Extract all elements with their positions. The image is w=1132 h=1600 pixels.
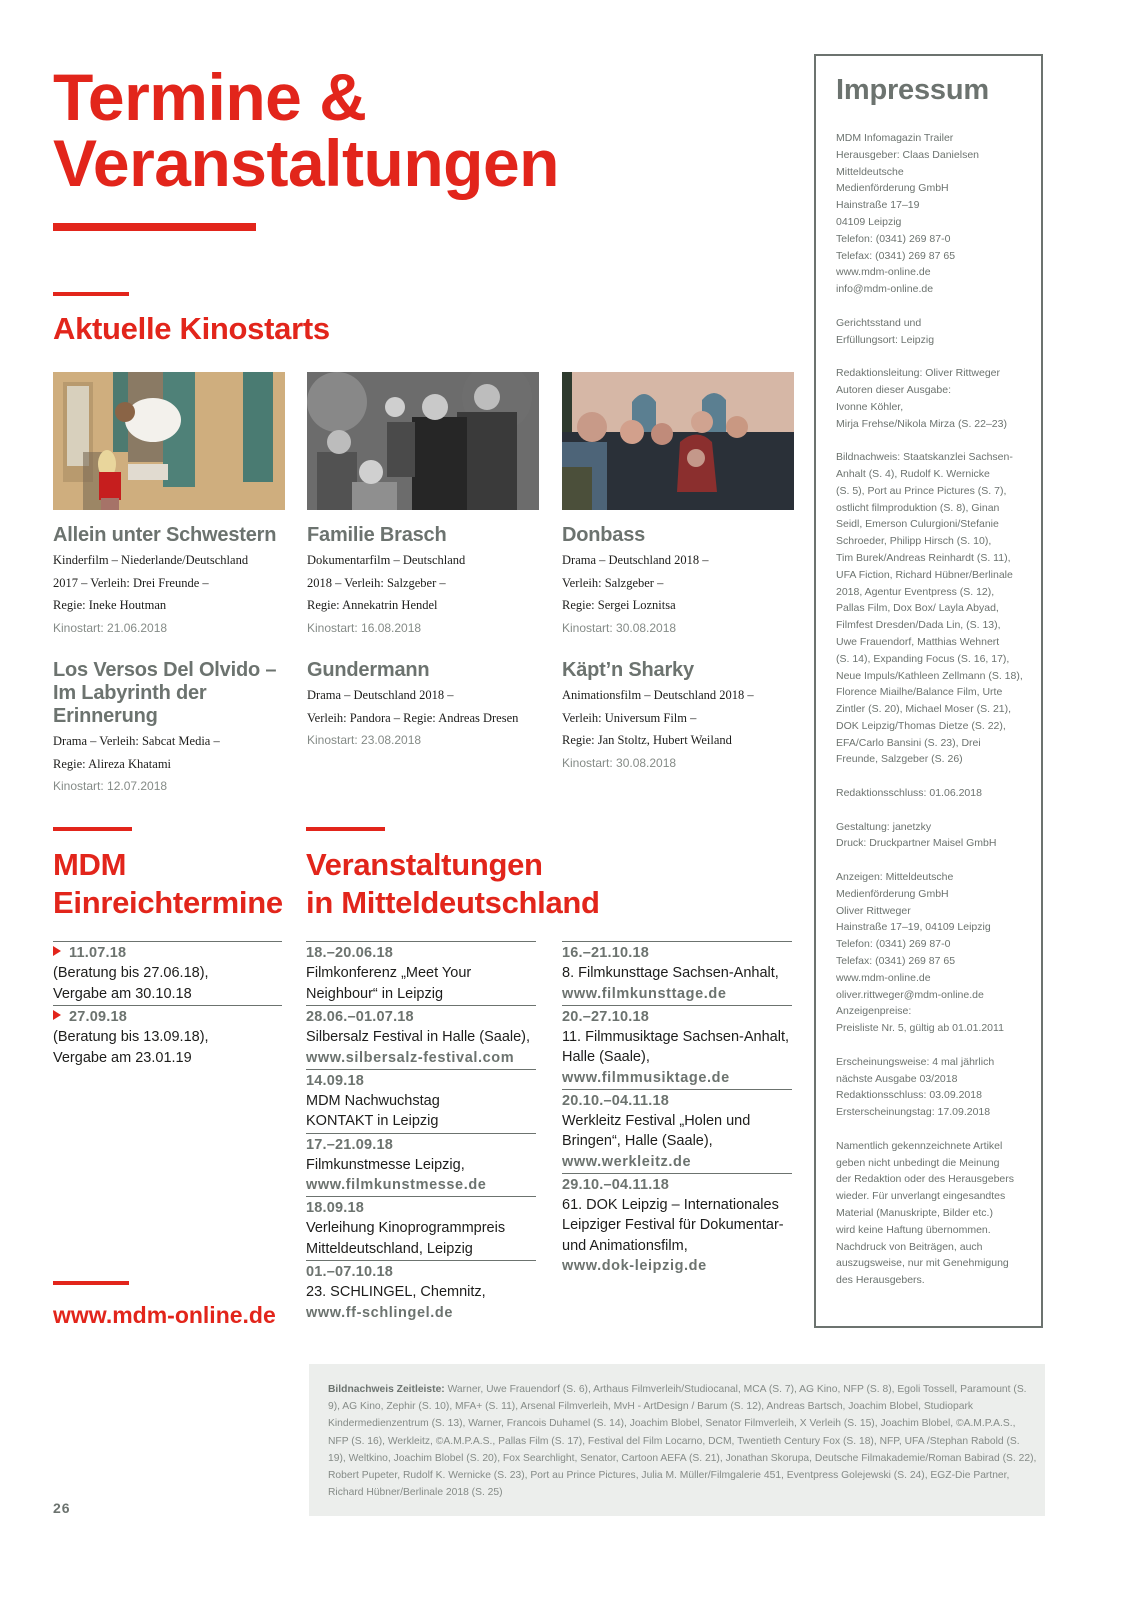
impressum-line: nächste Ausgabe 03/2018 bbox=[836, 1072, 958, 1085]
event-item bbox=[306, 1260, 536, 1324]
impressum-line: Telefax: (0341) 269 87 65 bbox=[836, 249, 956, 262]
impressum-block bbox=[836, 315, 1041, 349]
event-item bbox=[562, 941, 792, 1005]
impressum-line: geben nicht unbedingt die Meinung bbox=[836, 1156, 1000, 1169]
event-description: KONTAKT in Leipzig bbox=[306, 1113, 439, 1129]
section-rule-veranstaltungen bbox=[306, 827, 385, 831]
event-description: 8. Filmkunsttage Sachsen-Anhalt, bbox=[562, 965, 779, 981]
impressum-line: Zintler (S. 20), Michael Moser (S. 21), bbox=[836, 703, 1012, 716]
film-title: Gundermann bbox=[307, 659, 430, 681]
event-item bbox=[306, 1005, 536, 1069]
film-title-line: Erinnerung bbox=[53, 705, 158, 727]
impressum-block bbox=[836, 130, 1041, 298]
film-entry bbox=[307, 524, 552, 639]
impressum-block bbox=[836, 785, 1041, 802]
impressum-line: Redaktionsschluss: 03.09.2018 bbox=[836, 1089, 982, 1102]
event-website-link[interactable]: www.filmkunsttage.de bbox=[562, 985, 727, 1002]
deadline-text: Vergabe am 23.01.19 bbox=[53, 1049, 192, 1066]
deadline-item bbox=[53, 941, 282, 1005]
mdm-website-link[interactable]: www.mdm-online.de bbox=[53, 1302, 276, 1328]
photo-image bbox=[562, 372, 794, 510]
event-description: Bringen“, Halle (Saale), bbox=[562, 1133, 713, 1149]
impressum-line: Neue Impuls/Kathleen Zellmann (S. 18), bbox=[836, 669, 1023, 682]
impressum-block bbox=[836, 1138, 1041, 1289]
film-title-line: Im Labyrinth der bbox=[53, 682, 207, 704]
section-heading-einreichtermine bbox=[53, 846, 283, 922]
event-description: Neighbour“ in Leipzig bbox=[306, 985, 444, 1002]
impressum-line: Anzeigen: Mitteldeutsche bbox=[836, 871, 954, 884]
impressum-line: Medienförderung GmbH bbox=[836, 182, 949, 195]
film-description-line: Animationsfilm – Deutschland 2018 – bbox=[562, 688, 754, 702]
triangle-bullet-icon bbox=[53, 946, 61, 956]
impressum-line: Namentlich gekennzeichnete Artikel bbox=[836, 1139, 1003, 1152]
film-entry bbox=[562, 659, 807, 774]
event-website-link[interactable]: www.silbersalz-festival.com bbox=[306, 1049, 515, 1066]
impressum-line: info@mdm-online.de bbox=[836, 283, 934, 296]
impressum-line: (S. 14), Expanding Focus (S. 16, 17), bbox=[836, 652, 1010, 665]
impressum-line: Nachdruck von Beiträgen, auch bbox=[836, 1240, 983, 1253]
film-entry bbox=[53, 659, 298, 797]
film-release-date: Kinostart: 23.08.2018 bbox=[307, 733, 422, 747]
impressum-line: Redaktionsschluss: 01.06.2018 bbox=[836, 787, 982, 800]
film-title: Käpt’n Sharky bbox=[562, 659, 694, 681]
impressum-line: Schroeder, Philipp Hirsch (S. 10), bbox=[836, 535, 992, 548]
impressum-block bbox=[836, 819, 1041, 853]
events-column-1 bbox=[306, 941, 536, 1324]
event-description: Filmkonferenz „Meet Your bbox=[306, 965, 472, 981]
impressum-line: Material (Manuskripte, Bilder etc.) bbox=[836, 1207, 993, 1219]
impressum-line: Filmfest Dresden/Dada Lin, (S. 13), bbox=[836, 619, 1001, 632]
impressum-block bbox=[836, 365, 1041, 432]
event-date: 18.09.18 bbox=[306, 1200, 365, 1216]
event-description: MDM Nachwuchstag bbox=[306, 1092, 440, 1109]
event-description: Verleihung Kinoprogrammpreis bbox=[306, 1220, 506, 1236]
title-underline bbox=[53, 223, 256, 231]
photo-image bbox=[307, 372, 539, 510]
film-description-line: Regie: Alireza Khatami bbox=[53, 756, 172, 771]
events-column-2 bbox=[562, 941, 792, 1277]
film-entry bbox=[562, 524, 807, 639]
section-rule-website bbox=[53, 1281, 129, 1285]
deadline-date: 27.09.18 bbox=[53, 1007, 282, 1027]
film-release-date: Kinostart: 21.06.2018 bbox=[53, 620, 168, 635]
event-item bbox=[562, 1173, 792, 1278]
impressum-line: Florence Miailhe/Balance Film, Urte bbox=[836, 686, 1003, 699]
event-item bbox=[306, 1196, 536, 1260]
page-number: 26 bbox=[53, 1500, 71, 1516]
film-entry bbox=[53, 524, 298, 639]
film-description bbox=[307, 549, 552, 617]
impressum-line: Telefon: (0341) 269 87-0 bbox=[836, 232, 951, 245]
event-date: 28.06.–01.07.18 bbox=[306, 1009, 414, 1025]
page-title bbox=[53, 60, 559, 200]
impressum-line: DOK Leipzig/Thomas Dietze (S. 22), bbox=[836, 719, 1006, 732]
event-description: 11. Filmmusiktage Sachsen-Anhalt, bbox=[562, 1028, 790, 1045]
film-description-line: Drama – Deutschland 2018 – bbox=[562, 553, 709, 567]
film-description-line: Regie: Sergei Loznitsa bbox=[562, 598, 676, 612]
film-description bbox=[307, 684, 552, 729]
film-description-line: 2017 – Verleih: Drei Freunde – bbox=[53, 575, 209, 590]
impressum-line: der Redaktion oder des Herausgebers bbox=[836, 1173, 1015, 1186]
event-item bbox=[306, 941, 536, 1005]
event-description: Filmkunstmesse Leipzig, bbox=[306, 1156, 465, 1173]
impressum-line: Herausgeber: Claas Danielsen bbox=[836, 148, 979, 161]
impressum-block bbox=[836, 869, 1041, 1037]
impressum-line: Mirja Frehse/Nikola Mirza (S. 22–23) bbox=[836, 417, 1007, 430]
photo-credits-label: Bildnachweis Zeitleiste: bbox=[328, 1384, 445, 1395]
page-title-line-2: Veranstaltungen bbox=[53, 126, 559, 200]
impressum-line: Autoren dieser Ausgabe: bbox=[836, 383, 951, 396]
triangle-bullet-icon bbox=[53, 1010, 61, 1020]
event-date: 20.10.–04.11.18 bbox=[562, 1092, 670, 1109]
film-description bbox=[562, 549, 807, 617]
impressum-line: Anhalt (S. 4), Rudolf K. Wernicke bbox=[836, 467, 990, 480]
film-release-date: Kinostart: 16.08.2018 bbox=[307, 620, 422, 635]
impressum-line: www.mdm-online.de bbox=[836, 266, 931, 279]
deadline-text: Vergabe am 30.10.18 bbox=[53, 985, 192, 1002]
impressum-line: Medienförderung GmbH bbox=[836, 887, 949, 900]
film-description-line: 2018 – Verleih: Salzgeber – bbox=[307, 575, 446, 590]
film-description-line: Regie: Annekatrin Hendel bbox=[307, 598, 438, 612]
impressum-line: Uwe Frauendorf, Matthias Wehnert bbox=[836, 635, 1000, 648]
impressum-line: Gestaltung: janetzky bbox=[836, 820, 932, 833]
film-photo-allein-unter-schwestern bbox=[53, 372, 285, 510]
impressum-line: Hainstraße 17–19 bbox=[836, 199, 920, 212]
impressum-line: Mitteldeutsche bbox=[836, 165, 904, 178]
film-description bbox=[562, 684, 807, 752]
impressum-line: MDM Infomagazin Trailer bbox=[836, 132, 954, 144]
impressum-line: 04109 Leipzig bbox=[836, 215, 902, 228]
event-date: 16.–21.10.18 bbox=[562, 945, 650, 961]
event-website-link[interactable]: www.ff-schlingel.de bbox=[306, 1304, 454, 1321]
impressum-line: Pallas Film, Dox Box/ Layla Abyad, bbox=[836, 602, 999, 615]
impressum-block bbox=[836, 1054, 1041, 1121]
impressum-line: www.mdm-online.de bbox=[836, 971, 931, 984]
event-website-link[interactable]: www.filmmusiktage.de bbox=[562, 1069, 730, 1086]
impressum-line: Tim Burek/Andreas Reinhardt (S. 11), bbox=[836, 551, 1011, 564]
film-title-line: Los Versos Del Olvido – bbox=[53, 659, 277, 681]
film-description bbox=[53, 730, 298, 775]
film-release-date: Kinostart: 12.07.2018 bbox=[53, 779, 168, 793]
event-date: 14.09.18 bbox=[306, 1072, 365, 1089]
deadline-text: (Beratung bis 27.06.18), bbox=[53, 965, 209, 981]
impressum-line: Freunde, Salzgeber (S. 26) bbox=[836, 753, 963, 766]
impressum-line: Druck: Druckpartner Maisel GmbH bbox=[836, 837, 997, 850]
event-description: Leipziger Festival für Dokumentar- bbox=[562, 1217, 784, 1233]
impressum-line: Bildnachweis: Staatskanzlei Sachsen- bbox=[836, 451, 1013, 464]
film-description-line: Drama – Deutschland 2018 – bbox=[307, 688, 454, 702]
event-description: Halle (Saale), bbox=[562, 1049, 650, 1065]
photo-credits-list: Warner, Uwe Frauendorf (S. 6), Arthaus Filmverleih/Studiocanal, MCA (S. 7), AG Kino, NFP (S. 8), Egoli Tossell, Paramount (S. 9), AG Kino, Zephir (S. 10), MFA+ (S. 11), Arsenal Filmverleih, MvH - ArtDesign / Barum (S. 12), Andreas Bartsch, Joachim Blobel, Studiopark Kindermedienzentrum (S. 13), Warner, Francois Duhamel (S. 14), Joachim Blobel, Senator Filmverleih, X Verleih (S. 15), Joachim Blobel, ©A.M.P.A.S., NFP (S. 16), Werkleitz, ©A.M.P.A.S., Pallas Film (S. 17), Festival del Film Locarno, DCM, Twentieth Century Fox (S. 18), NFP, UFA /Stephan Rabold (S. 19), Weltkino, Joachim Blobel (S. 20), Fox Searchlight, Senator, Cartoon AEFA (S. 21), Jonathan Skorupa, Deutsche Filmakademie/Roman Babirad (S. 22), Robert Pupeter, Rudolf K. Wernicke (S. 23), Port au Prince Pictures, Julia M. Müller/Filmgalerie 451, Eventpress Golejewski (S. 24), EGZ-Die Partner, Richard Hübner/Berlinale 2018 (S. 25) bbox=[328, 1384, 1037, 1499]
heading-line: MDM bbox=[53, 847, 127, 882]
impressum-line: auszugsweise, nur mit Genehmigung bbox=[836, 1257, 1009, 1270]
impressum-line: Redaktionsleitung: Oliver Rittweger bbox=[836, 367, 1000, 380]
film-description-line: Drama – Verleih: Sabcat Media – bbox=[53, 734, 220, 748]
impressum-line: Anzeigenpreise: bbox=[836, 1005, 912, 1018]
photo-credits-box bbox=[309, 1364, 1045, 1516]
impressum-line: UFA Fiction, Richard Hübner/Berlinale bbox=[836, 568, 1013, 581]
film-release-date: Kinostart: 30.08.2018 bbox=[562, 620, 677, 635]
einreichtermine-list bbox=[53, 941, 282, 1069]
film-title: Familie Brasch bbox=[307, 524, 447, 546]
event-description: 61. DOK Leipzig – Internationales bbox=[562, 1196, 779, 1213]
impressum-line: Ivonne Köhler, bbox=[836, 400, 904, 413]
section-rule-einreichtermine bbox=[53, 827, 132, 831]
event-item bbox=[306, 1069, 536, 1133]
impressum-block bbox=[836, 449, 1041, 768]
film-description bbox=[53, 549, 298, 617]
event-website-link[interactable]: www.werkleitz.de bbox=[562, 1153, 692, 1170]
event-website-link[interactable]: www.dok-leipzig.de bbox=[562, 1258, 707, 1274]
film-description-line: Kinderfilm – Niederlande/Deutschland bbox=[53, 553, 249, 567]
impressum-body bbox=[836, 130, 1041, 1306]
impressum-line: Hainstraße 17–19, 04109 Leipzig bbox=[836, 921, 991, 934]
deadline-date: 11.07.18 bbox=[53, 943, 282, 963]
section-rule-kinostarts bbox=[53, 292, 129, 296]
event-date: 29.10.–04.11.18 bbox=[562, 1176, 670, 1193]
film-title bbox=[53, 659, 298, 728]
film-description-line: Verleih: Universum Film – bbox=[562, 710, 697, 725]
film-entry bbox=[307, 659, 552, 751]
page-title-line-1: Termine & bbox=[53, 60, 367, 134]
event-description: und Animationsfilm, bbox=[562, 1237, 688, 1254]
impressum-line: wieder. Für unverlangt eingesandtes bbox=[836, 1190, 1006, 1203]
impressum-line: Erscheinungsweise: 4 mal jährlich bbox=[836, 1055, 995, 1068]
impressum-line: Seidl, Emerson Culurgioni/Stefanie bbox=[836, 518, 999, 531]
impressum-line: Telefax: (0341) 269 87 65 bbox=[836, 955, 956, 968]
film-description-line: Regie: Jan Stoltz, Hubert Weiland bbox=[562, 733, 732, 747]
deadline-item bbox=[53, 1005, 282, 1069]
heading-line: in Mitteldeutschland bbox=[306, 885, 600, 920]
impressum-title: Impressum bbox=[836, 74, 989, 106]
film-photo-familie-brasch bbox=[307, 372, 539, 510]
impressum-line: Telefon: (0341) 269 87-0 bbox=[836, 938, 951, 951]
impressum-line: Gerichtsstand und bbox=[836, 316, 922, 329]
photo-credits-text bbox=[328, 1381, 1038, 1501]
event-description: Mitteldeutschland, Leipzig bbox=[306, 1240, 473, 1257]
impressum-line: wird keine Haftung übernommen. bbox=[836, 1223, 991, 1236]
film-title: Allein unter Schwestern bbox=[53, 524, 277, 546]
event-description: Silbersalz Festival in Halle (Saale), bbox=[306, 1029, 531, 1045]
event-date: 18.–20.06.18 bbox=[306, 945, 394, 961]
impressum-line: 2018, Agentur Eventpress (S. 12), bbox=[836, 585, 995, 598]
event-description: Werkleitz Festival „Holen und bbox=[562, 1112, 751, 1129]
impressum-line: Preisliste Nr. 5, gültig ab 01.01.2011 bbox=[836, 1022, 1004, 1035]
event-date: 17.–21.09.18 bbox=[306, 1136, 394, 1153]
film-description-line: Dokumentarfilm – Deutschland bbox=[307, 553, 466, 567]
film-description-line: Verleih: Salzgeber – bbox=[562, 575, 664, 590]
impressum-line: des Herausgebers. bbox=[836, 1274, 925, 1287]
heading-line: Veranstaltungen bbox=[306, 847, 543, 882]
event-date: 01.–07.10.18 bbox=[306, 1264, 394, 1280]
section-heading-kinostarts: Aktuelle Kinostarts bbox=[53, 311, 330, 346]
event-date: 20.–27.10.18 bbox=[562, 1008, 650, 1025]
impressum-line: Erfüllungsort: Leipzig bbox=[836, 333, 935, 346]
event-item bbox=[562, 1005, 792, 1089]
impressum-box bbox=[814, 54, 1043, 1328]
impressum-line: (S. 5), Port au Prince Pictures (S. 7), bbox=[836, 484, 1007, 497]
film-release-date: Kinostart: 30.08.2018 bbox=[562, 755, 677, 770]
impressum-line: Oliver Rittweger bbox=[836, 904, 911, 917]
film-description-line: Regie: Ineke Houtman bbox=[53, 598, 167, 612]
film-description-line: Verleih: Pandora – Regie: Andreas Dresen bbox=[307, 710, 519, 725]
section-heading-veranstaltungen bbox=[306, 846, 600, 922]
heading-line: Einreichtermine bbox=[53, 885, 283, 920]
photo-image bbox=[53, 372, 285, 510]
event-website-link[interactable]: www.filmkunstmesse.de bbox=[306, 1177, 487, 1193]
film-title: Donbass bbox=[562, 524, 646, 546]
impressum-line: oliver.rittweger@mdm-online.de bbox=[836, 988, 984, 1001]
impressum-line: EFA/Carlo Bansini (S. 23), Drei bbox=[836, 736, 981, 749]
event-description: 23. SCHLINGEL, Chemnitz, bbox=[306, 1284, 486, 1300]
film-photo-donbass bbox=[562, 372, 794, 510]
impressum-line: ostlicht filmproduktion (S. 8), Ginan bbox=[836, 501, 1000, 514]
event-item bbox=[562, 1089, 792, 1173]
event-item bbox=[306, 1133, 536, 1197]
impressum-line: Ersterscheinungstag: 17.09.2018 bbox=[836, 1106, 991, 1119]
deadline-text: (Beratung bis 13.09.18), bbox=[53, 1029, 209, 1045]
